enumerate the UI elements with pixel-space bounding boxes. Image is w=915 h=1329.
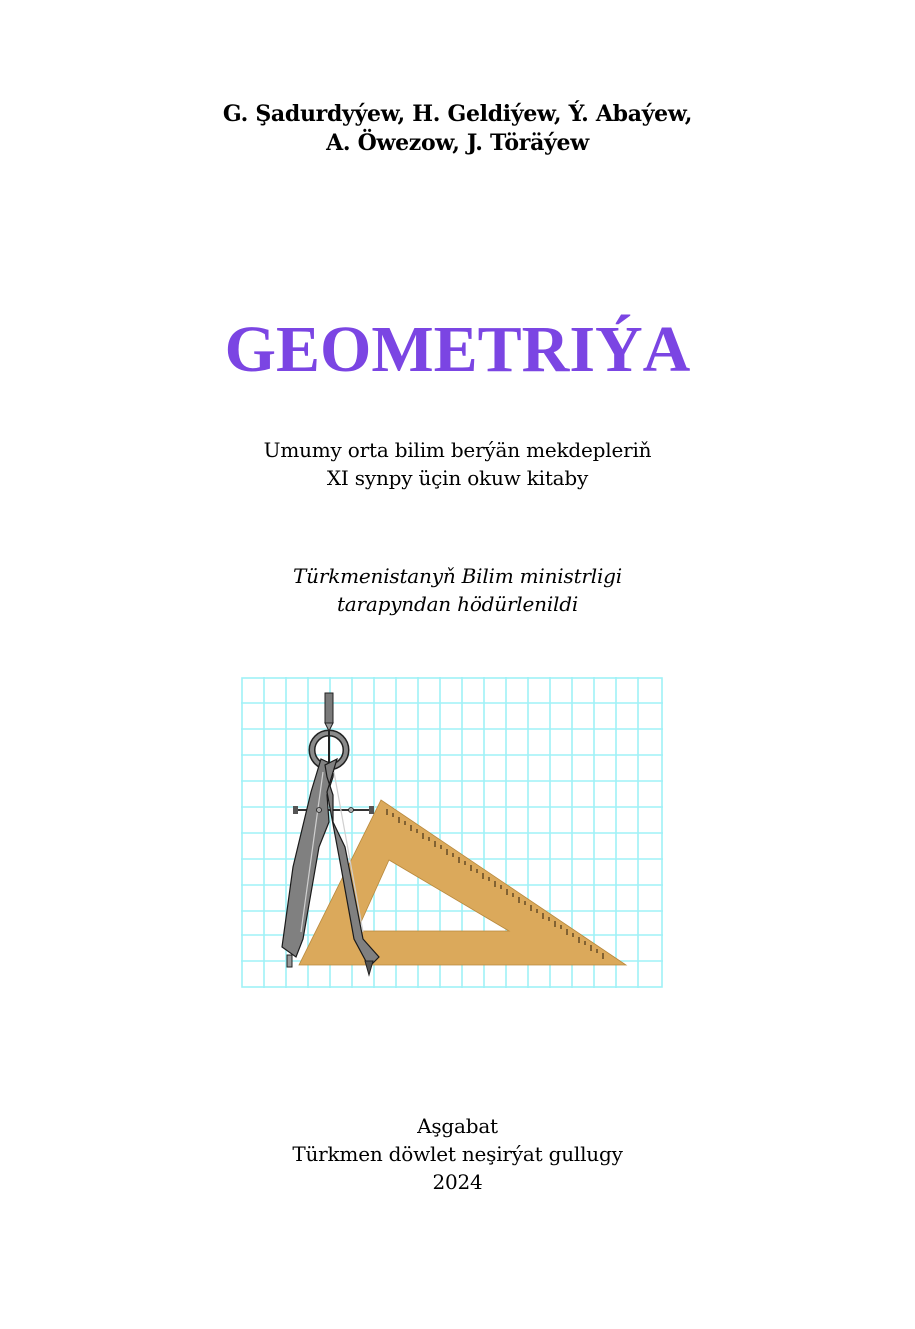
cover-illustration — [241, 677, 663, 988]
subtitle-line-2: XI synpy üçin okuw kitaby — [326, 466, 589, 490]
subtitle — [0, 436, 915, 492]
authors-line-1: G. Şadurdyýew, H. Geldiýew, Ý. Abaýew, — [222, 101, 693, 127]
approval-line-1: Türkmenistanyň Bilim ministrligi — [293, 564, 622, 588]
approval-line-2: tarapyndan hödürlenildi — [336, 592, 579, 616]
approval-note — [0, 562, 915, 618]
imprint-year: 2024 — [432, 1170, 483, 1194]
imprint — [0, 1112, 915, 1196]
authors-line-2: A. Öwezow, J. Töräýew — [326, 130, 589, 156]
subtitle-line-1: Umumy orta bilim berýän mekdepleriň — [263, 438, 652, 462]
book-title: GEOMETRIÝA — [224, 313, 691, 386]
imprint-publisher: Türkmen döwlet neşirýat gullugy — [292, 1142, 623, 1166]
authors — [0, 100, 915, 158]
imprint-city: Aşgabat — [417, 1114, 498, 1138]
